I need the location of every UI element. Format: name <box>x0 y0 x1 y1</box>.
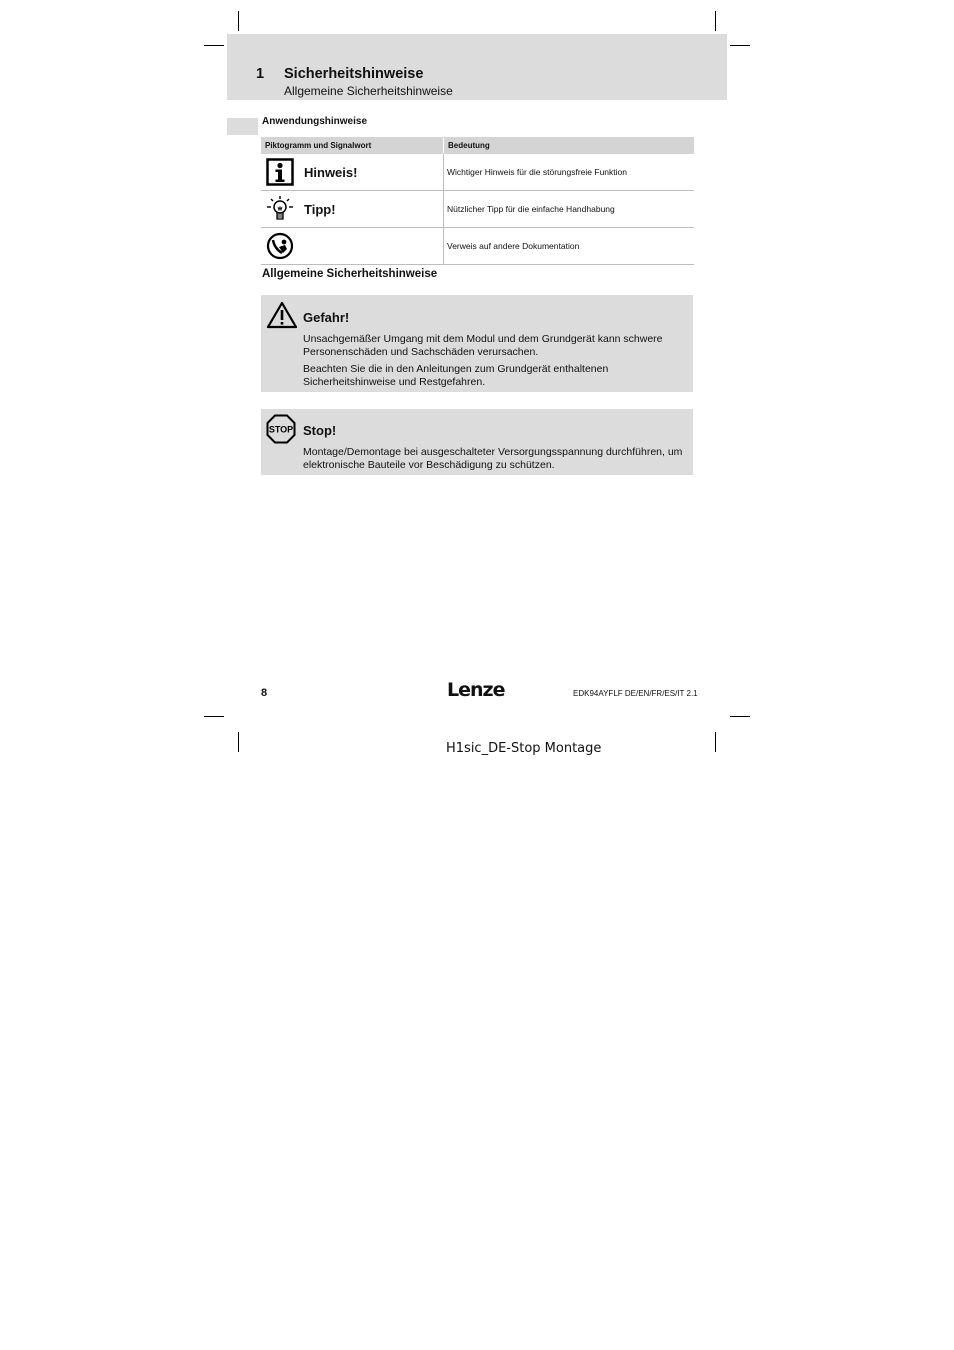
file-label: H1sic_DE-Stop Montage <box>446 741 602 756</box>
warning-triangle-icon <box>266 301 298 329</box>
table-row <box>261 154 694 191</box>
page-number: 8 <box>261 687 268 699</box>
chapter-subtitle: Allgemeine Sicherheitshinweise <box>284 84 453 98</box>
stop-notice <box>261 409 693 475</box>
symbol-cell <box>261 154 444 191</box>
crop-mark <box>238 732 239 752</box>
chapter-number: 1 <box>256 66 265 82</box>
side-tab-marker <box>227 118 258 135</box>
column-header-meaning: Bedeutung <box>444 137 695 154</box>
info-icon <box>266 158 294 186</box>
crop-mark <box>204 45 224 46</box>
lightbulb-icon <box>266 195 294 223</box>
safety-heading: Allgemeine Sicherheitshinweise <box>262 268 438 280</box>
meaning-cell: Verweis auf andere Dokumentation <box>444 228 695 265</box>
danger-title: Gefahr! <box>303 310 350 325</box>
danger-paragraph: Unsachgemäßer Umgang mit dem Modul und dem Grundgerät kann schwere Personenschäden und Sachschäden verursachen. <box>303 333 663 358</box>
symbol-cell <box>261 191 444 228</box>
table-row <box>261 191 694 228</box>
table-header-row <box>261 137 694 154</box>
table-row <box>261 228 694 265</box>
crop-mark <box>238 11 239 31</box>
stop-paragraph: Montage/Demontage bei ausgeschalteter Versorgungsspannung durchführen, um elektronische Bauteile vor Beschädigung zu schützen. <box>303 446 683 471</box>
stop-sign-icon <box>266 414 296 444</box>
crop-mark <box>204 716 224 717</box>
signal-word-hinweis: Hinweis! <box>304 164 358 180</box>
document-code: EDK94AYFLF DE/EN/FR/ES/IT 2.1 <box>573 689 698 698</box>
meaning-cell: Nützlicher Tipp für die einfache Handhabung <box>444 191 695 228</box>
usage-heading: Anwendungshinweise <box>262 116 368 127</box>
signal-word-tipp: Tipp! <box>304 201 336 217</box>
lenze-logo: Lenze <box>447 679 505 701</box>
crop-mark <box>715 11 716 31</box>
meaning-cell: Wichtiger Hinweis für die störungsfreie Funktion <box>444 154 695 191</box>
legend-table <box>261 137 694 265</box>
crop-mark <box>715 732 716 752</box>
danger-notice <box>261 295 693 392</box>
stop-sign-text: STOP <box>268 424 294 435</box>
column-header-symbol: Piktogramm und Signalwort <box>261 137 444 154</box>
reference-icon <box>266 232 294 260</box>
crop-mark <box>730 716 750 717</box>
crop-mark <box>730 45 750 46</box>
symbol-cell <box>261 228 444 265</box>
chapter-title: Sicherheitshinweise <box>284 66 424 82</box>
danger-paragraph: Beachten Sie die in den Anleitungen zum Grundgerät enthaltenen Sicherheitshinweise und Restgefahren. <box>303 363 609 388</box>
stop-title: Stop! <box>303 423 337 438</box>
